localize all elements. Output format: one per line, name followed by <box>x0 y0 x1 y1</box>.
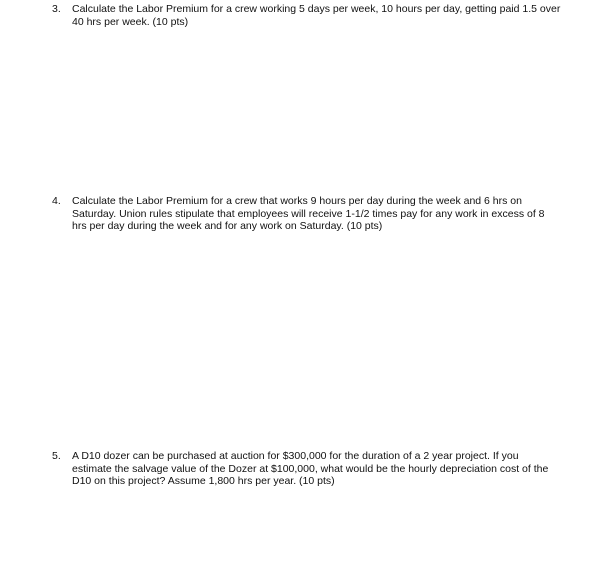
question-line: estimate the salvage value of the Dozer at $100,000, what would be the hourly depreciation cost of the <box>72 462 549 475</box>
question-text <box>72 3 592 28</box>
question-text <box>72 450 592 488</box>
question-line: hrs per day during the week and for any work on Saturday. (10 pts) <box>72 220 383 232</box>
question-number: 3. <box>52 3 61 15</box>
question-line: A D10 dozer can be purchased at auction for $300,000 for the duration of a 2 year project. If you <box>72 450 519 462</box>
question-3 <box>52 3 592 28</box>
question-text <box>72 195 592 233</box>
question-number: 5. <box>52 450 61 462</box>
question-line: Calculate the Labor Premium for a crew that works 9 hours per day during the week and 6 hrs on <box>72 195 522 207</box>
question-5 <box>52 450 592 488</box>
question-line: D10 on this project? Assume 1,800 hrs per year. (10 pts) <box>72 475 335 487</box>
question-number: 4. <box>52 195 61 207</box>
question-4 <box>52 195 592 233</box>
question-line: Saturday. Union rules stipulate that employees will receive 1-1/2 times pay for any work in excess of 8 <box>72 207 545 220</box>
question-line: 40 hrs per week. (10 pts) <box>72 15 189 28</box>
question-line: Calculate the Labor Premium for a crew working 5 days per week, 10 hours per day, getting paid 1.5 over <box>72 3 561 15</box>
